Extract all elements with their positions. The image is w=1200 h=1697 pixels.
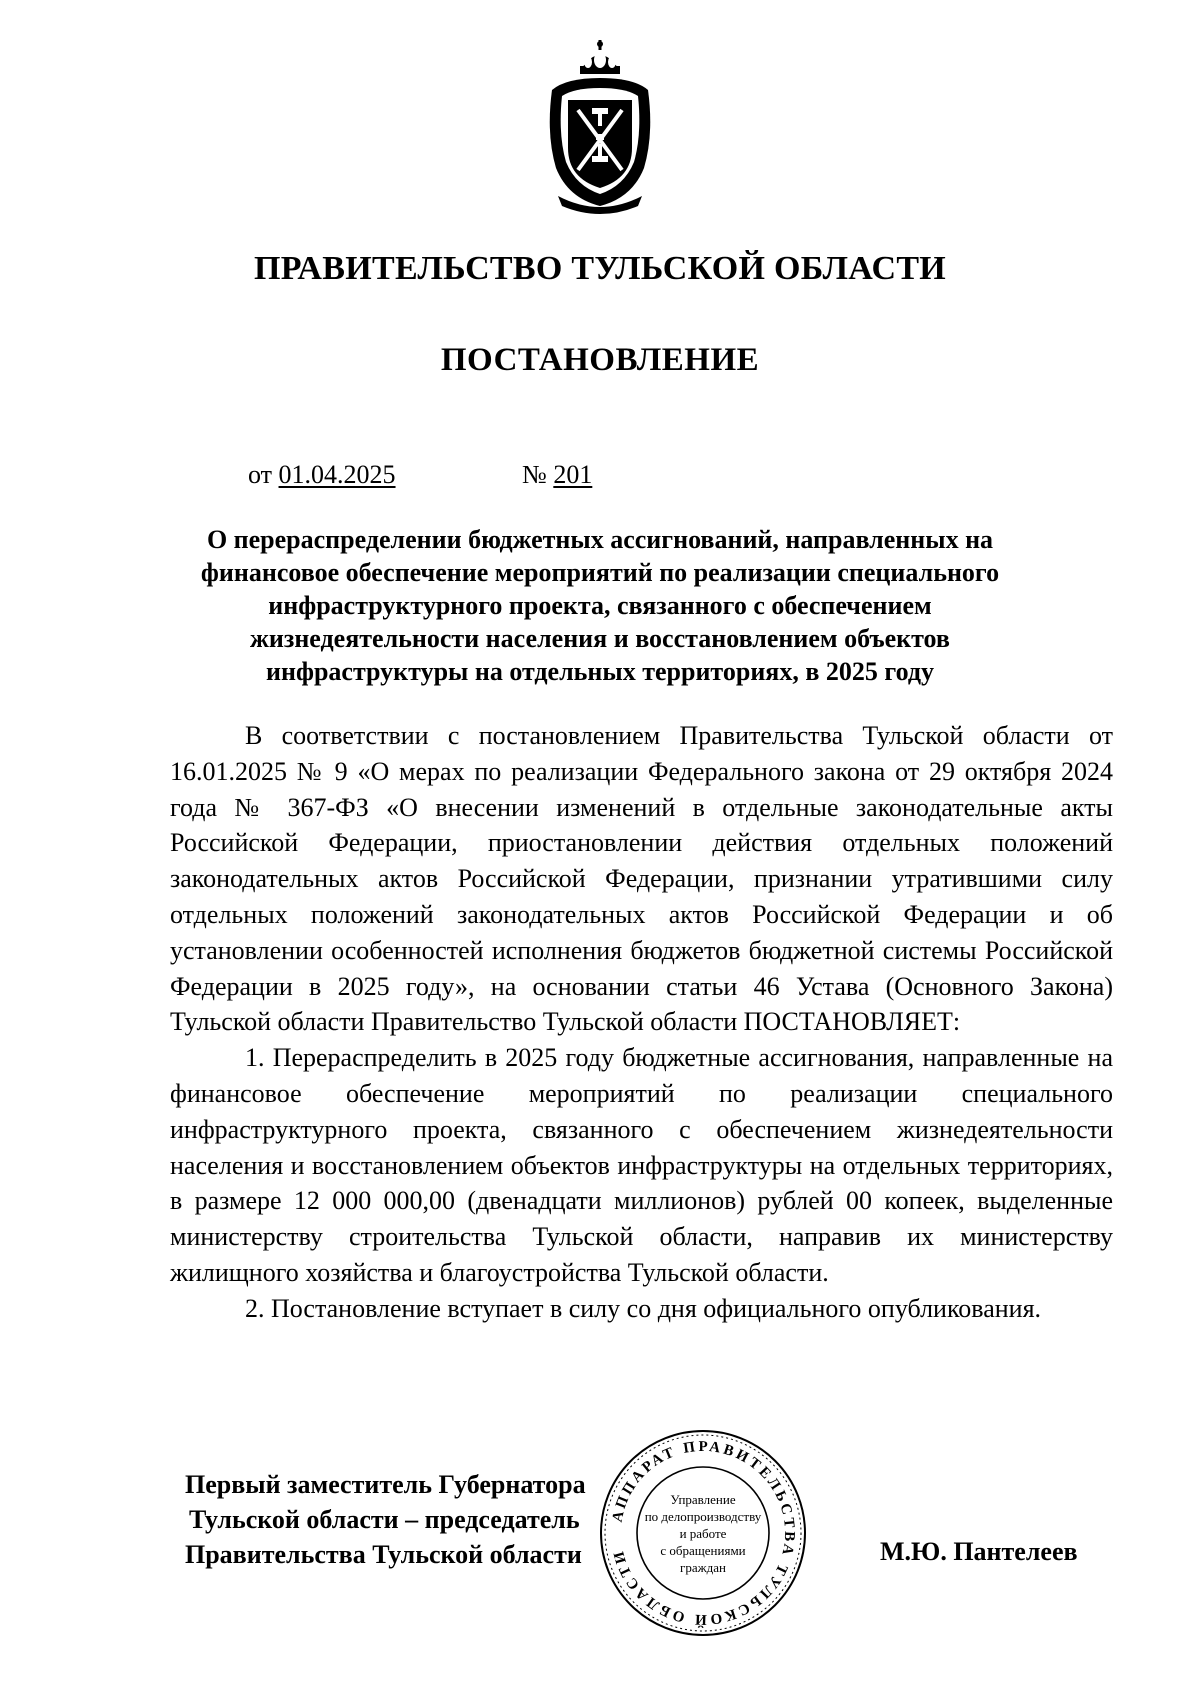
- number-prefix: №: [522, 460, 547, 489]
- document-subject: [185, 523, 1015, 688]
- stamp-center-line: с обращениями: [660, 1543, 746, 1558]
- stamp-center-line: граждан: [680, 1560, 726, 1575]
- number-line: [522, 460, 592, 490]
- signatory-position-line: Тульской области – председатель: [189, 1505, 580, 1534]
- subject-line: жизнедеятельности населения и восстановлением объектов: [250, 624, 950, 653]
- preamble-paragraph: В соответствии с постановлением Правительства Тульской области от 16.01.2025 № 9 «О мерах по реализации Федерального закона от 29 октября 2024 года № 367-ФЗ «О внесении изменений в отдельные законодательные акты Российской Федерации, приостановлении действия отдельных положений законодательных актов Российской Федерации, признании утратившими силу отдельных положений законодательных актов Российской Федерации и об установлении особенностей исполнения бюджетов бюджетной системы Российской Федерации в 2025 году», на основании статьи 46 Устава (Основного Закона) Тульской области Правительство Тульской области ПОСТАНОВЛЯЕТ:: [170, 721, 1113, 1037]
- organization-title: ПРАВИТЕЛЬСТВО ТУЛЬСКОЙ ОБЛАСТИ: [253, 250, 947, 287]
- document-number: 201: [553, 460, 593, 489]
- stamp-ring-text: АППАРАТ ПРАВИТЕЛЬСТВА ТУЛЬСКОЙ ОБЛАСТИ: [609, 1438, 798, 1628]
- document-type: ПОСТАНОВЛЕНИЕ: [440, 342, 760, 378]
- document-body: [170, 718, 1113, 1327]
- stamp-center-line: по делопроизводству: [644, 1509, 762, 1524]
- stamp-center-line: и работе: [679, 1526, 727, 1541]
- signatory-position-line: Первый заместитель Губернатора: [185, 1470, 586, 1499]
- official-stamp: [598, 1428, 808, 1638]
- signatory-position: [185, 1467, 586, 1572]
- date-line: [248, 460, 396, 490]
- subject-line: финансовое обеспечение мероприятий по реализации специального: [200, 558, 1000, 587]
- tula-coat-of-arms-icon: [538, 38, 662, 214]
- signatory-position-line: Правительства Тульской области: [185, 1540, 582, 1569]
- stamp-center-line: Управление: [670, 1492, 736, 1507]
- subject-line: О перераспределении бюджетных ассигнований, направленных на: [206, 525, 994, 554]
- date-prefix: от: [248, 460, 273, 489]
- signatory-name: М.Ю. Пантелеев: [880, 1537, 1078, 1566]
- item-1-paragraph: 1. Перераспределить в 2025 году бюджетные ассигнования, направленные на финансовое обеспечение мероприятий по реализации специального инфраструктурного проекта, связанного с обеспечением жизнедеятельности населения и восстановлением объектов инфраструктуры на отдельных территориях, в размере 12 000 000,00 (двенадцати миллионов) рублей 00 копеек, выделенные министерству строительства Тульской области, направив их министерству жилищного хозяйства и благоустройства Тульской области.: [170, 1043, 1113, 1287]
- document-date: 01.04.2025: [278, 460, 396, 489]
- subject-line: инфраструктурного проекта, связанного с обеспечением: [268, 591, 932, 620]
- subject-line: инфраструктуры на отдельных территориях, в 2025 году: [266, 657, 934, 686]
- item-2-paragraph: 2. Постановление вступает в силу со дня официального опубликования.: [245, 1293, 1042, 1323]
